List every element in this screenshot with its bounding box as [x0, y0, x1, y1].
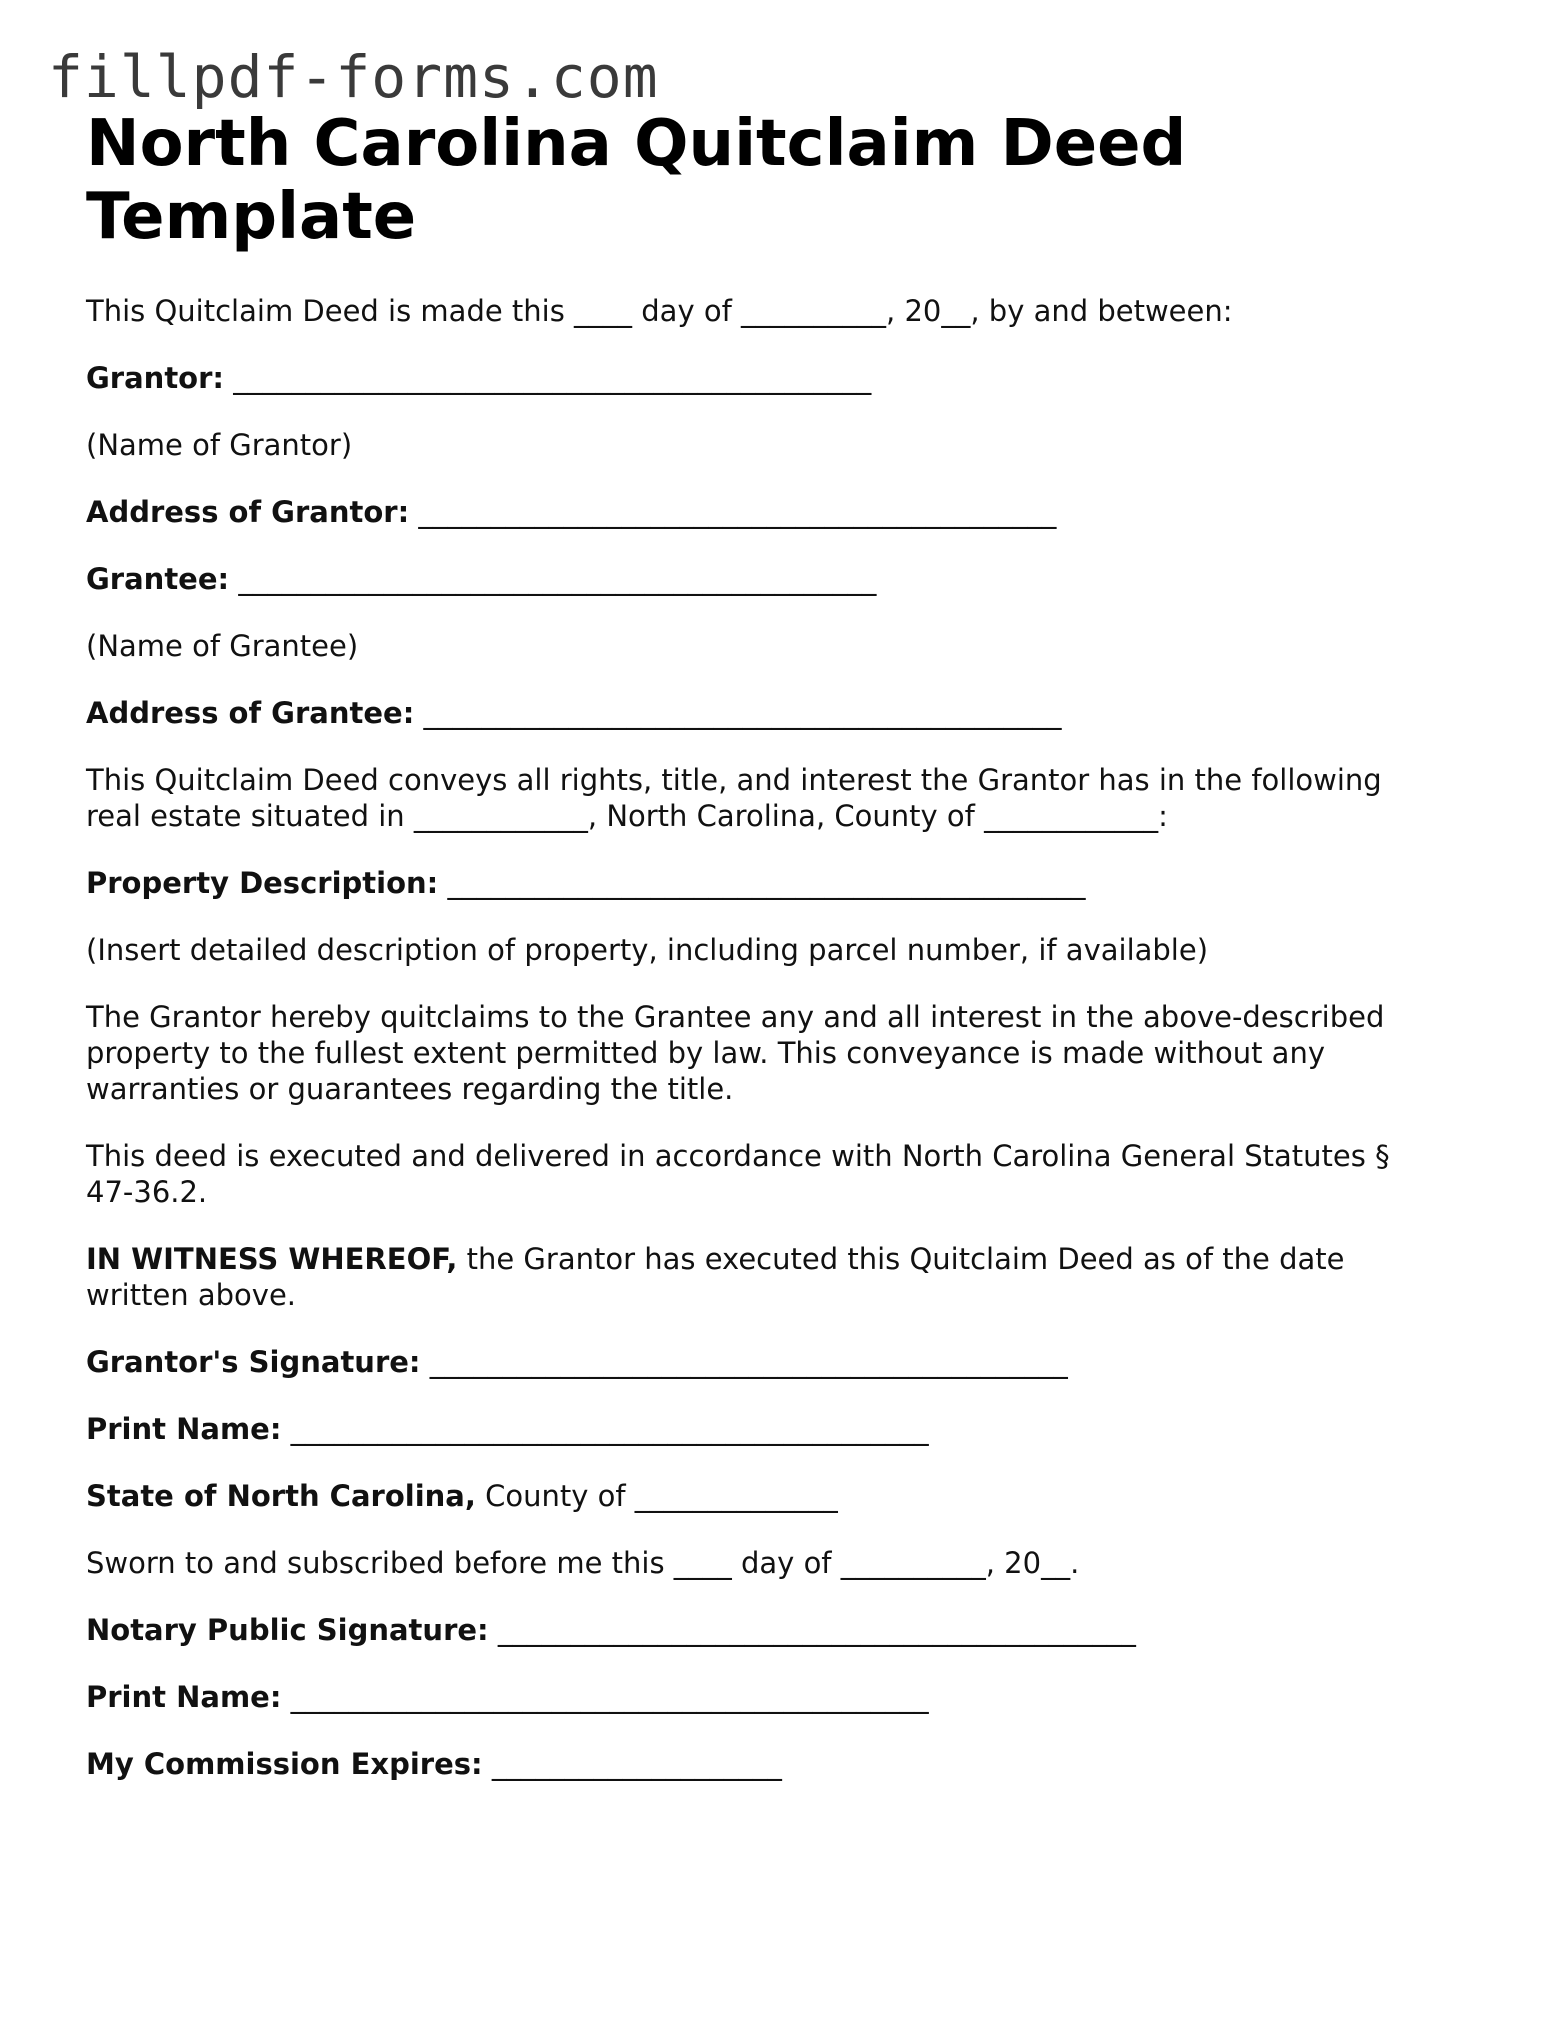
- witness-text: the Grantor has executed this Quitclaim Deed as of the date: [457, 1242, 1345, 1276]
- notary-print-name-blank: ____________________________________________: [281, 1680, 929, 1714]
- property-note: (Insert detailed description of property, including parcel number, if available): [86, 933, 1209, 967]
- grantee-field: [86, 561, 1486, 597]
- commission-expires-field: [86, 1746, 1486, 1782]
- state-county-field: [86, 1478, 1486, 1514]
- quitclaim-line-3: warranties or guarantees regarding the title.: [86, 1072, 734, 1106]
- statute-paragraph: [86, 1138, 1486, 1210]
- statute-line-2: 47-36.2.: [86, 1175, 208, 1209]
- grantee-label: Grantee:: [86, 562, 230, 596]
- grantor-label: Grantor:: [86, 361, 225, 395]
- county-blank: County of ______________: [475, 1479, 838, 1513]
- notary-signature-field: [86, 1612, 1486, 1648]
- state-label: State of North Carolina,: [86, 1479, 476, 1513]
- grantor-print-name-label: Print Name:: [86, 1412, 282, 1446]
- witness-line-2: written above.: [86, 1278, 297, 1312]
- grantor-address-field: [86, 494, 1486, 530]
- document-body: [86, 108, 1486, 1782]
- quitclaim-paragraph: [86, 999, 1486, 1107]
- quitclaim-line-2: property to the fullest extent permitted by law. This conveyance is made without any: [86, 1036, 1325, 1070]
- grantor-blank: ____________________________________________: [224, 361, 872, 395]
- grantee-address-field: [86, 695, 1486, 731]
- notary-print-name-field: [86, 1679, 1486, 1715]
- witness-heading: IN WITNESS WHEREOF,: [86, 1242, 458, 1276]
- witness-paragraph: [86, 1241, 1486, 1313]
- conveys-line-1: This Quitclaim Deed conveys all rights, title, and interest the Grantor has in the following: [86, 763, 1382, 797]
- grantor-address-label: Address of Grantor:: [86, 495, 410, 529]
- notary-signature-label: Notary Public Signature:: [86, 1613, 489, 1647]
- grantee-blank: ____________________________________________: [229, 562, 877, 596]
- grantee-address-blank: ____________________________________________: [414, 696, 1062, 730]
- title-line-1: North Carolina Quitclaim Deed: [86, 107, 1187, 181]
- conveys-paragraph: [86, 762, 1486, 834]
- notary-print-name-label: Print Name:: [86, 1680, 282, 1714]
- grantor-address-blank: ____________________________________________: [409, 495, 1057, 529]
- grantor-print-name-blank: ____________________________________________: [281, 1412, 929, 1446]
- property-description-blank: ____________________________________________: [438, 866, 1086, 900]
- title-line-2: Template: [86, 180, 417, 254]
- sworn-paragraph: Sworn to and subscribed before me this ____ day of __________, 20__.: [86, 1546, 1080, 1580]
- intro-paragraph: This Quitclaim Deed is made this ____ day of __________, 20__, by and between:: [86, 294, 1233, 328]
- grantor-signature-field: [86, 1344, 1486, 1380]
- grantee-address-label: Address of Grantee:: [86, 696, 415, 730]
- grantor-field: [86, 360, 1486, 396]
- statute-line-1: This deed is executed and delivered in accordance with North Carolina General Statutes §: [86, 1139, 1390, 1173]
- commission-expires-label: My Commission Expires:: [86, 1747, 483, 1781]
- commission-expires-blank: ____________________: [482, 1747, 782, 1781]
- property-description-field: [86, 865, 1486, 901]
- grantor-note: (Name of Grantor): [86, 428, 353, 462]
- quitclaim-line-1: The Grantor hereby quitclaims to the Grantee any and all interest in the above-described: [86, 1000, 1385, 1034]
- grantor-signature-blank: ____________________________________________: [420, 1345, 1068, 1379]
- grantee-note: (Name of Grantee): [86, 629, 359, 663]
- watermark: fillpdf-forms.com: [48, 43, 659, 111]
- grantor-signature-label: Grantor's Signature:: [86, 1345, 421, 1379]
- page-title: [86, 108, 1486, 254]
- property-description-label: Property Description:: [86, 866, 439, 900]
- grantor-print-name-field: [86, 1411, 1486, 1447]
- notary-signature-blank: ____________________________________________: [488, 1613, 1136, 1647]
- conveys-line-2: real estate situated in ____________, North Carolina, County of ____________:: [86, 799, 1168, 833]
